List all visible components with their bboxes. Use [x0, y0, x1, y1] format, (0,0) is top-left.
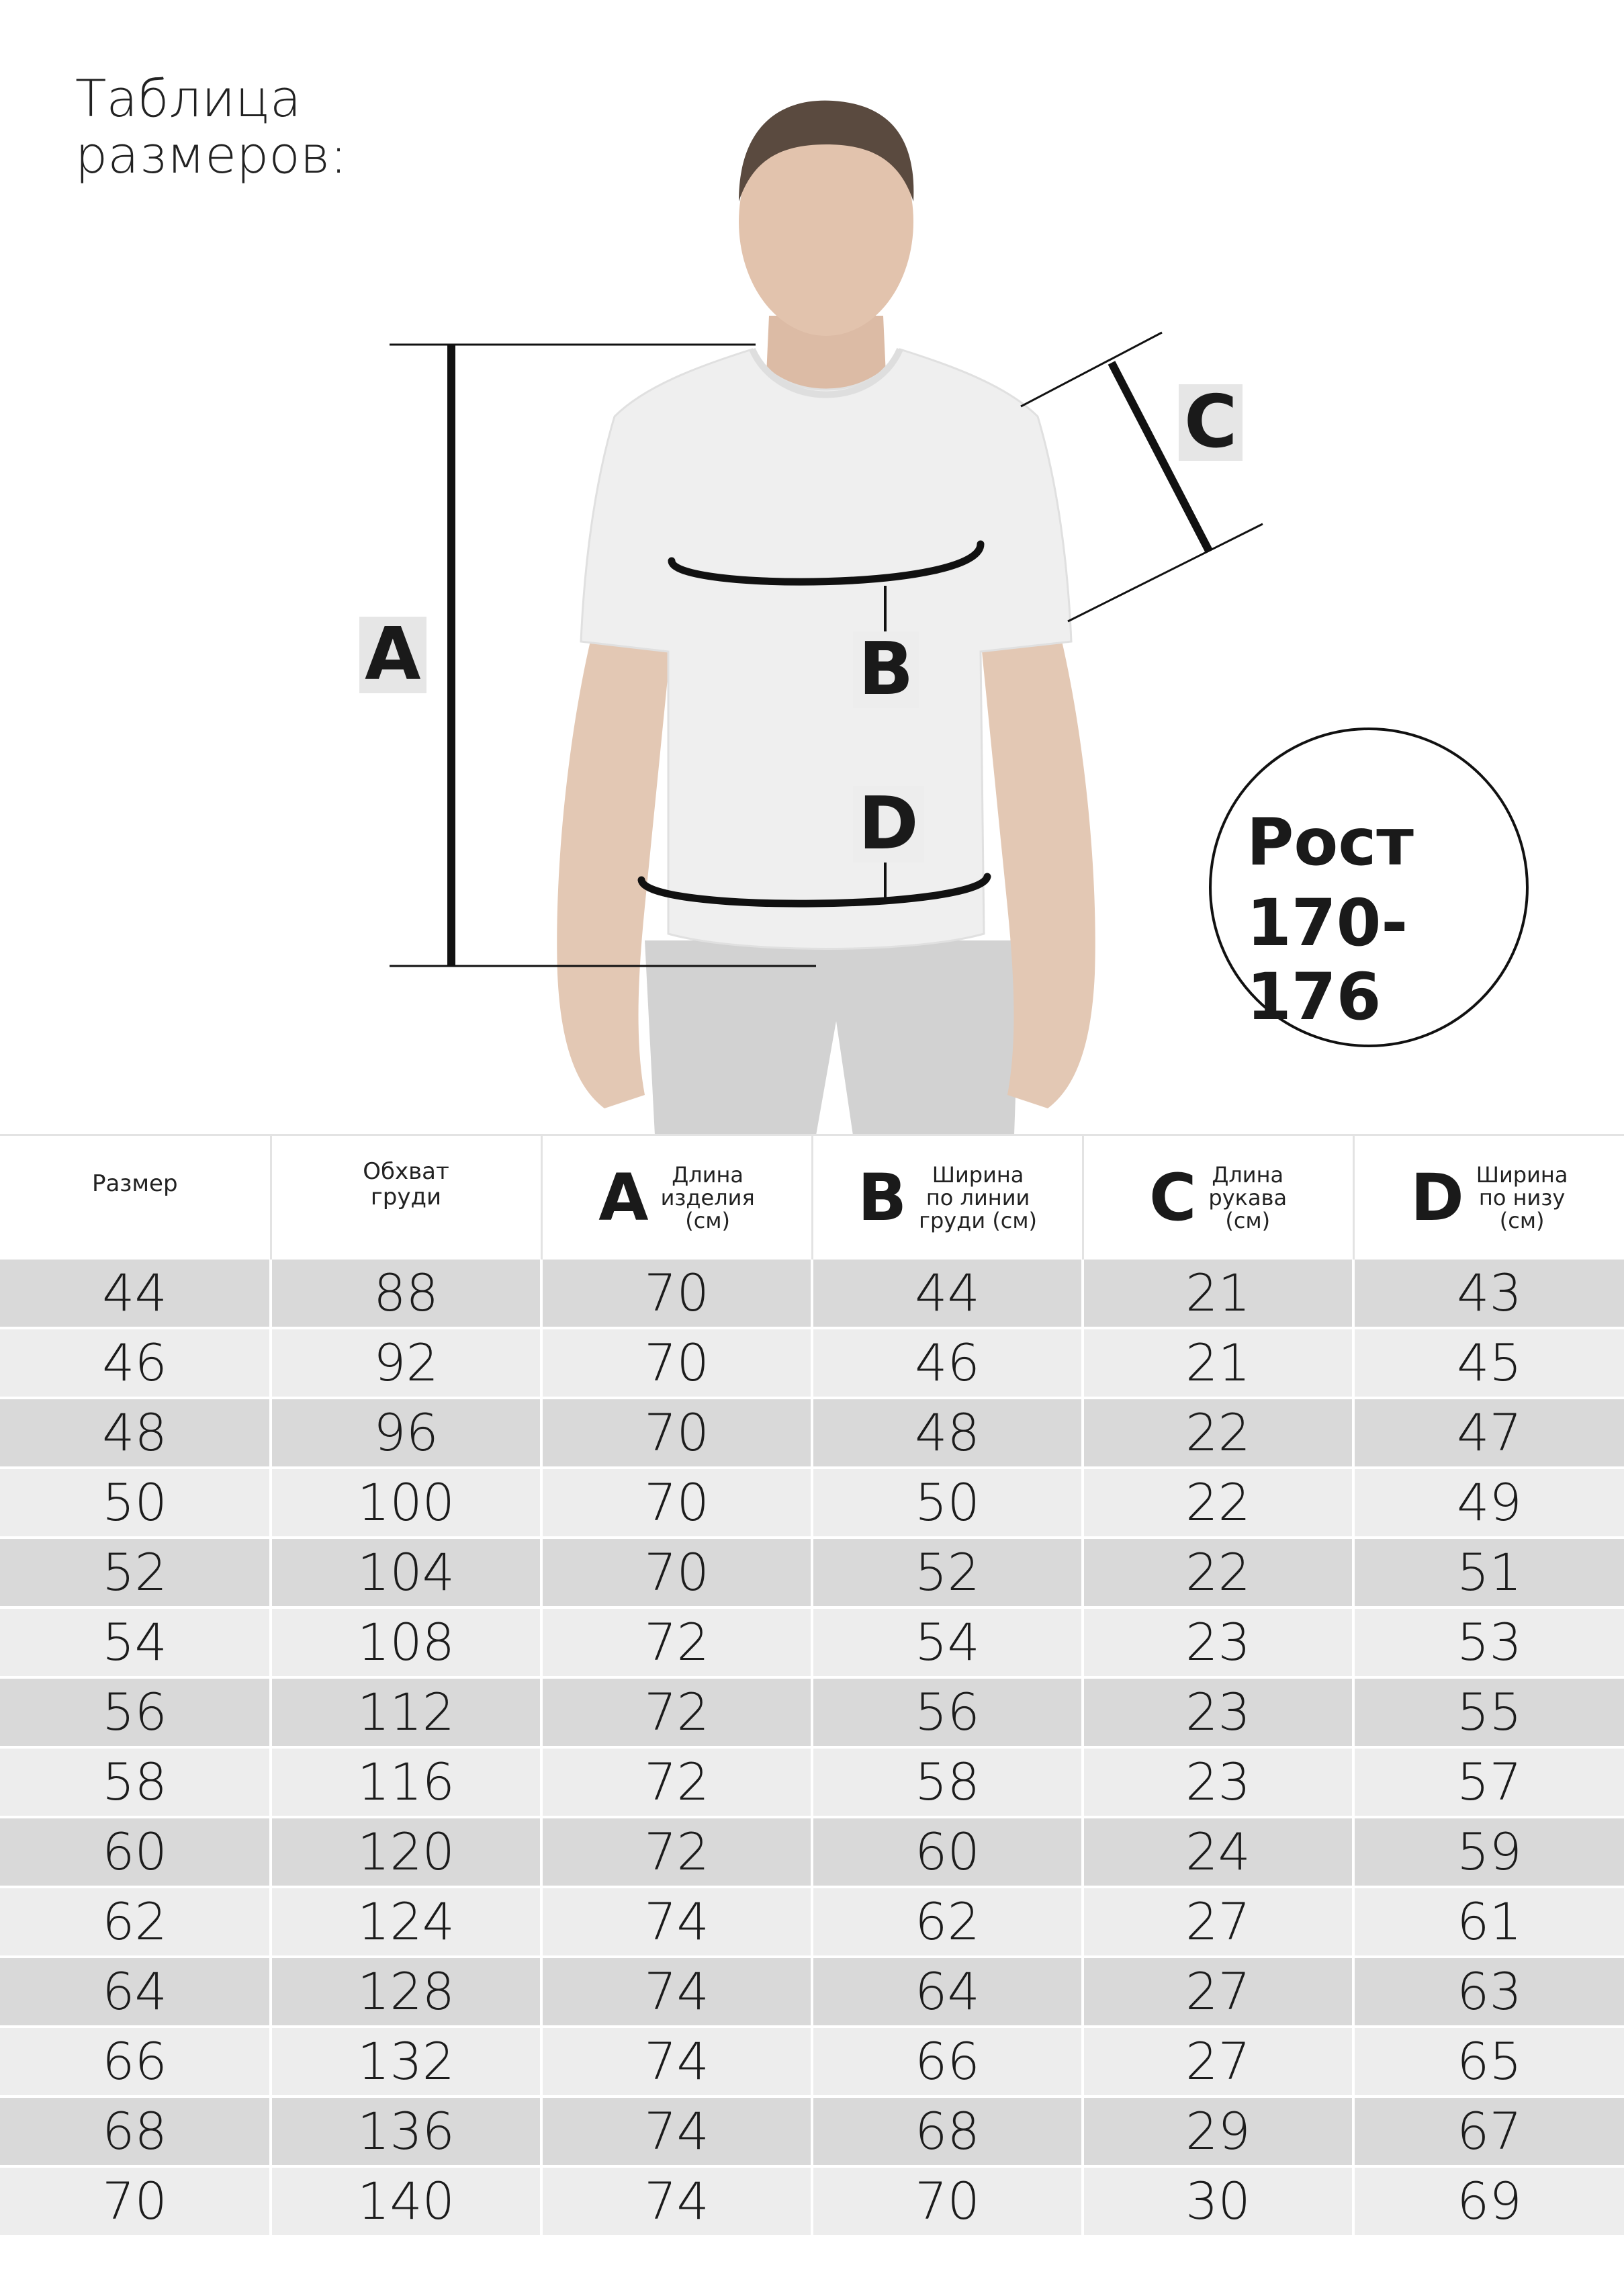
table-row [0, 2166, 1624, 2236]
cell-a: 70 [541, 1398, 812, 1468]
shirt-shape [581, 349, 1071, 949]
table-row [0, 1398, 1624, 1468]
cell-a: 72 [541, 1817, 812, 1887]
dimension-label-b: B [853, 631, 919, 708]
cell-size: 48 [0, 1398, 271, 1468]
cell-d: 45 [1353, 1328, 1624, 1398]
cell-a: 74 [541, 2166, 812, 2236]
pants-shape [645, 940, 1021, 1135]
cell-a: 74 [541, 2097, 812, 2166]
header-chest [271, 1135, 541, 1260]
cell-size: 52 [0, 1538, 271, 1607]
header-d-text-2: по низу [1478, 1185, 1566, 1210]
cell-b: 52 [812, 1538, 1083, 1607]
cell-b: 62 [812, 1887, 1083, 1957]
cell-chest: 116 [271, 1747, 541, 1817]
cell-d: 65 [1353, 2027, 1624, 2097]
cell-c: 29 [1083, 2097, 1353, 2166]
header-b-letter: B [857, 1160, 907, 1235]
cell-chest: 120 [271, 1817, 541, 1887]
cell-a: 70 [541, 1260, 812, 1328]
header-b [812, 1135, 1083, 1260]
header-a-letter: A [598, 1160, 649, 1235]
size-table-wrapper [0, 1134, 1624, 2238]
cell-d: 49 [1353, 1468, 1624, 1538]
cell-chest: 104 [271, 1538, 541, 1607]
cell-size: 44 [0, 1260, 271, 1328]
cell-b: 44 [812, 1260, 1083, 1328]
table-header-row [0, 1135, 1624, 1260]
table-row [0, 2097, 1624, 2166]
cell-d: 43 [1353, 1260, 1624, 1328]
cell-c: 22 [1083, 1538, 1353, 1607]
size-table-body [0, 1260, 1624, 2236]
cell-size: 56 [0, 1677, 271, 1747]
cell-c: 23 [1083, 1747, 1353, 1817]
cell-chest: 132 [271, 2027, 541, 2097]
cell-d: 57 [1353, 1747, 1624, 1817]
cell-size: 50 [0, 1468, 271, 1538]
height-label: Рост [1247, 805, 1414, 880]
cell-c: 23 [1083, 1677, 1353, 1747]
header-b-text-2: по линии [926, 1185, 1030, 1210]
cell-b: 58 [812, 1747, 1083, 1817]
cell-a: 72 [541, 1747, 812, 1817]
cell-a: 72 [541, 1677, 812, 1747]
table-row [0, 1887, 1624, 1957]
cell-size: 60 [0, 1817, 271, 1887]
size-table [0, 1134, 1624, 2238]
cell-d: 59 [1353, 1817, 1624, 1887]
cell-c: 27 [1083, 2027, 1353, 2097]
cell-chest: 88 [271, 1260, 541, 1328]
header-d-letter: D [1410, 1160, 1464, 1235]
header-size [0, 1135, 271, 1260]
cell-chest: 128 [271, 1957, 541, 2027]
header-c-letter: C [1148, 1160, 1197, 1235]
table-row [0, 1677, 1624, 1747]
header-d [1353, 1135, 1624, 1260]
cell-size: 70 [0, 2166, 271, 2236]
cell-a: 72 [541, 1607, 812, 1677]
table-row [0, 1468, 1624, 1538]
cell-b: 66 [812, 2027, 1083, 2097]
measurement-figure [0, 0, 1624, 1135]
table-row [0, 1538, 1624, 1607]
table-row [0, 1957, 1624, 2027]
header-size-label: Размер [91, 1170, 178, 1197]
header-c-text-1: Длина [1212, 1162, 1284, 1188]
cell-d: 63 [1353, 1957, 1624, 2027]
cell-c: 22 [1083, 1398, 1353, 1468]
cell-chest: 124 [271, 1887, 541, 1957]
cell-c: 24 [1083, 1817, 1353, 1887]
cell-b: 46 [812, 1328, 1083, 1398]
header-b-text-3: груди (см) [919, 1208, 1038, 1233]
cell-b: 54 [812, 1607, 1083, 1677]
cell-c: 23 [1083, 1607, 1353, 1677]
cell-chest: 108 [271, 1607, 541, 1677]
table-row [0, 1607, 1624, 1677]
cell-a: 70 [541, 1538, 812, 1607]
cell-a: 70 [541, 1468, 812, 1538]
cell-b: 68 [812, 2097, 1083, 2166]
height-badge [1209, 728, 1529, 1047]
cell-d: 53 [1353, 1607, 1624, 1677]
cell-c: 27 [1083, 1887, 1353, 1957]
cell-c: 21 [1083, 1260, 1353, 1328]
cell-b: 70 [812, 2166, 1083, 2236]
cell-c: 21 [1083, 1328, 1353, 1398]
cell-size: 68 [0, 2097, 271, 2166]
table-row [0, 1260, 1624, 1328]
header-a-text-2: изделия [660, 1185, 755, 1210]
header-a [541, 1135, 812, 1260]
header-chest-label: Обхват груди [363, 1158, 449, 1210]
cell-c: 30 [1083, 2166, 1353, 2236]
cell-c: 22 [1083, 1468, 1353, 1538]
header-a-text-3: (см) [685, 1208, 730, 1233]
header-a-text-1: Длина [672, 1162, 744, 1188]
cell-d: 47 [1353, 1398, 1624, 1468]
cell-chest: 140 [271, 2166, 541, 2236]
c-top-guide [1021, 333, 1162, 406]
cell-b: 64 [812, 1957, 1083, 2027]
table-row [0, 1328, 1624, 1398]
cell-d: 55 [1353, 1677, 1624, 1747]
dimension-label-a: A [359, 617, 426, 693]
dimension-label-c: C [1179, 384, 1243, 461]
cell-a: 74 [541, 2027, 812, 2097]
cell-size: 54 [0, 1607, 271, 1677]
table-row [0, 1817, 1624, 1887]
dimension-label-d: D [853, 786, 924, 863]
cell-c: 27 [1083, 1957, 1353, 2027]
cell-a: 74 [541, 1887, 812, 1957]
header-c-text-3: (см) [1225, 1208, 1271, 1233]
cell-size: 64 [0, 1957, 271, 2027]
cell-size: 58 [0, 1747, 271, 1817]
cell-size: 66 [0, 2027, 271, 2097]
cell-chest: 136 [271, 2097, 541, 2166]
header-c [1083, 1135, 1353, 1260]
cell-size: 46 [0, 1328, 271, 1398]
cell-size: 62 [0, 1887, 271, 1957]
table-row [0, 2027, 1624, 2097]
header-d-text-1: Ширина [1476, 1162, 1568, 1188]
cell-chest: 92 [271, 1328, 541, 1398]
table-row [0, 1747, 1624, 1817]
cell-b: 50 [812, 1468, 1083, 1538]
cell-chest: 96 [271, 1398, 541, 1468]
cell-b: 48 [812, 1398, 1083, 1468]
cell-d: 61 [1353, 1887, 1624, 1957]
header-d-text-3: (см) [1499, 1208, 1545, 1233]
title-line-1: Таблица [75, 69, 302, 128]
cell-a: 70 [541, 1328, 812, 1398]
cell-d: 67 [1353, 2097, 1624, 2166]
cell-chest: 100 [271, 1468, 541, 1538]
cell-d: 51 [1353, 1538, 1624, 1607]
cell-chest: 112 [271, 1677, 541, 1747]
height-range: 170-176 [1247, 885, 1408, 1034]
header-c-text-2: рукава [1208, 1185, 1288, 1210]
cell-a: 74 [541, 1957, 812, 2027]
c-bottom-guide [1068, 524, 1263, 621]
header-b-text-1: Ширина [932, 1162, 1024, 1188]
cell-b: 60 [812, 1817, 1083, 1887]
cell-b: 56 [812, 1677, 1083, 1747]
title-line-2: размеров: [75, 125, 347, 185]
cell-d: 69 [1353, 2166, 1624, 2236]
